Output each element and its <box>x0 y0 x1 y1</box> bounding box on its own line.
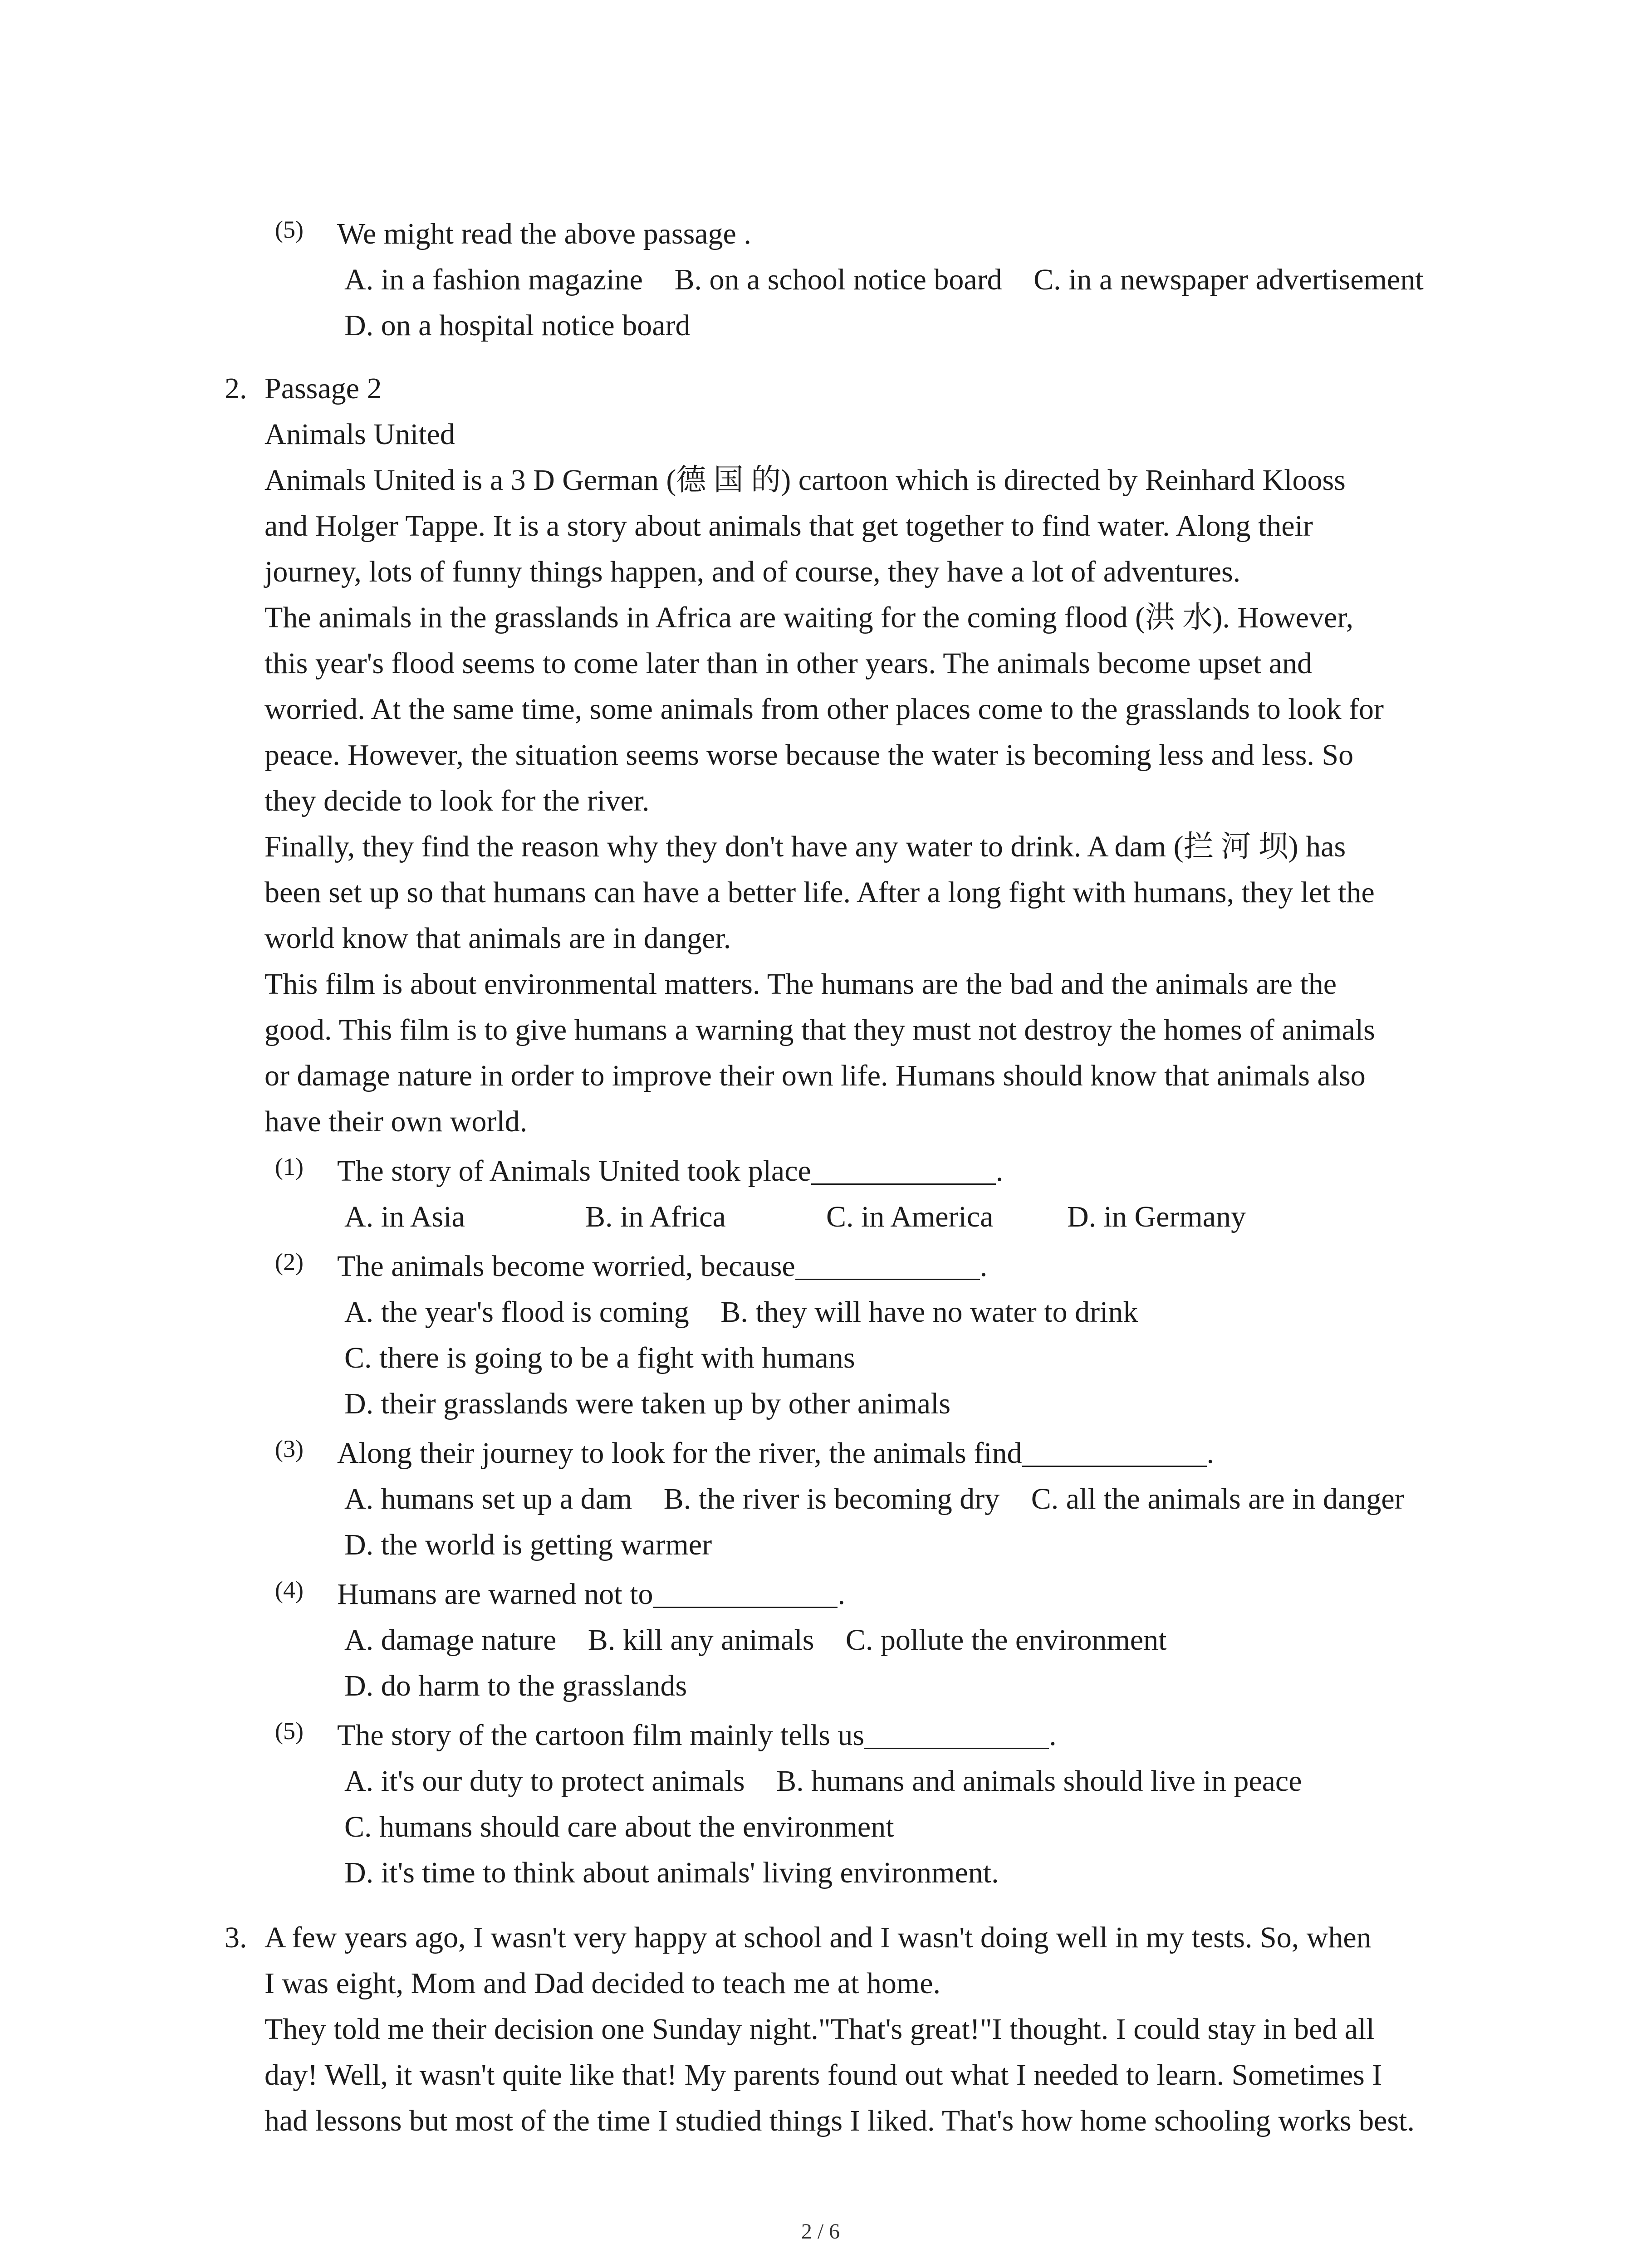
subquestion-stem <box>0 1571 1641 1617</box>
passage-line: this year's flood seems to come later than in other years. The animals become upset and <box>265 647 1312 680</box>
passage-line: They told me their decision one Sunday night."That's great!"I thought. I could stay in bed all <box>265 2013 1375 2046</box>
passage-line: or damage nature in order to improve their own life. Humans should know that animals also <box>265 1059 1366 1092</box>
answer-blank <box>1022 1438 1207 1467</box>
option-a: A. damage nature <box>344 1623 557 1657</box>
passage-line: This film is about environmental matters. The humans are the bad and the animals are the <box>265 968 1337 1001</box>
option-b: B. on a school notice board <box>674 263 1002 296</box>
passage-line: The animals in the grasslands in Africa are waiting for the coming flood (洪 水). However, <box>265 601 1354 634</box>
subquestion-2 <box>0 1243 1641 1427</box>
passage-line: Finally, they find the reason why they don't have any water to drink. A dam (拦 河 坝) has <box>265 830 1346 863</box>
option-b: B. kill any animals <box>588 1623 814 1657</box>
subquestion-text: The story of Animals United took place <box>337 1154 811 1188</box>
subquestion-stem <box>0 1243 1641 1289</box>
option-a: A. in Asia <box>344 1200 465 1233</box>
subquestion-text: We might read the above passage . <box>337 217 751 250</box>
passage-line: been set up so that humans can have a better life. After a long fight with humans, they let the <box>265 876 1375 909</box>
page-number: 2 / 6 <box>801 2219 840 2244</box>
option-row <box>0 1522 1641 1568</box>
subquestion-3 <box>0 1430 1641 1568</box>
passage-line: have their own world. <box>265 1105 528 1138</box>
option-d: D. their grasslands were taken up by other animals <box>344 1387 951 1420</box>
option-c: C. pollute the environment <box>845 1623 1167 1657</box>
option-a: A. the year's flood is coming <box>344 1295 689 1329</box>
option-row <box>0 1476 1641 1522</box>
subquestion-label: (2) <box>275 1248 304 1276</box>
subquestion-end: . <box>980 1250 988 1283</box>
option-row <box>0 1850 1641 1896</box>
subquestion-end: . <box>995 1154 1004 1188</box>
option-d: D. it's time to think about animals' living environment. <box>344 1856 999 1889</box>
subquestion-stem <box>0 1430 1641 1476</box>
subquestion-1 <box>0 1148 1641 1240</box>
passage-line: I was eight, Mom and Dad decided to teach me at home. <box>265 1967 941 2000</box>
option-b: B. in Africa <box>585 1200 726 1233</box>
subquestion-label: (3) <box>275 1435 304 1462</box>
option-row <box>0 1804 1641 1850</box>
page-content <box>0 211 1641 2144</box>
passage-line: world know that animals are in danger. <box>265 922 731 955</box>
subquestion-4 <box>0 1571 1641 1709</box>
passage-line: had lessons but most of the time I studied things I liked. That's how home schooling works best. <box>265 2104 1415 2137</box>
option-a: A. humans set up a dam <box>344 1482 632 1515</box>
option-a: A. it's our duty to protect animals <box>344 1765 745 1798</box>
subquestion-end: . <box>1049 1719 1057 1752</box>
answer-blank <box>864 1721 1049 1749</box>
option-b: B. they will have no water to drink <box>720 1295 1138 1329</box>
answer-blank <box>653 1579 838 1608</box>
option-a: A. in a fashion magazine <box>344 263 643 296</box>
option-d: D. in Germany <box>1067 1200 1246 1233</box>
passage-title: Animals United <box>265 418 455 451</box>
subquestion-text: The animals become worried, because <box>337 1250 795 1283</box>
passage-line: they decide to look for the river. <box>265 784 650 817</box>
subquestion-stem <box>0 211 1641 257</box>
option-d: D. do harm to the grasslands <box>344 1669 687 1702</box>
subquestion-label: (5) <box>275 216 304 243</box>
option-c: C. in America <box>826 1200 994 1233</box>
question-1-continued <box>0 211 1641 348</box>
option-c: C. humans should care about the environment <box>344 1810 894 1843</box>
passage <box>0 366 1641 1144</box>
option-row <box>0 1663 1641 1709</box>
passage-heading: Passage 2 <box>265 372 382 405</box>
subquestion-text: Humans are warned not to <box>337 1578 653 1611</box>
subquestion-label: (4) <box>275 1576 304 1603</box>
passage-line: peace. However, the situation seems worse because the water is becoming less and less. So <box>265 738 1354 772</box>
passage-line: journey, lots of funny things happen, and of course, they have a lot of adventures. <box>265 555 1241 588</box>
passage-line: good. This film is to give humans a warning that they must not destroy the homes of animals <box>265 1013 1375 1046</box>
option-d: D. on a hospital notice board <box>344 309 691 342</box>
passage-line: and Holger Tappe. It is a story about animals that get together to find water. Along their <box>265 509 1313 543</box>
option-c: C. in a newspaper advertisement <box>1034 263 1424 296</box>
passage-line: Animals United is a 3 D German (德 国 的) cartoon which is directed by Reinhard Klooss <box>265 464 1346 497</box>
subquestion-end: . <box>1206 1437 1214 1470</box>
subquestion-stem <box>0 1148 1641 1194</box>
option-b: B. the river is becoming dry <box>663 1482 1000 1515</box>
passage-line: worried. At the same time, some animals from other places come to the grasslands to look for <box>265 693 1384 726</box>
subquestion-text: The story of the cartoon film mainly tells us <box>337 1719 865 1752</box>
subquestion-label: (5) <box>275 1717 304 1745</box>
option-row <box>0 1758 1641 1804</box>
option-row <box>0 257 1641 303</box>
option-b: B. humans and animals should live in peace <box>776 1765 1302 1798</box>
question-3 <box>0 1915 1641 2144</box>
question-number: 3. <box>225 1921 247 1954</box>
option-row <box>0 1381 1641 1427</box>
question-2 <box>0 366 1641 1896</box>
subquestion-end: . <box>838 1578 845 1611</box>
option-c: C. there is going to be a fight with humans <box>344 1341 855 1374</box>
subquestion-5 <box>0 1712 1641 1896</box>
option-row <box>0 1617 1641 1663</box>
option-c: C. all the animals are in danger <box>1031 1482 1405 1515</box>
option-row <box>0 1194 1641 1240</box>
passage-line: A few years ago, I wasn't very happy at school and I wasn't doing well in my tests. So, when <box>265 1921 1372 1954</box>
subquestion-text: Along their journey to look for the river, the animals find <box>337 1437 1022 1470</box>
subquestion-stem <box>0 1712 1641 1758</box>
subquestion-5 <box>0 211 1641 348</box>
option-d: D. the world is getting warmer <box>344 1528 712 1561</box>
passage-line: day! Well, it wasn't quite like that! My parents found out what I needed to learn. Sometimes I <box>265 2058 1382 2092</box>
subquestion-label: (1) <box>275 1153 304 1180</box>
option-row <box>0 303 1641 348</box>
option-row <box>0 1289 1641 1335</box>
answer-blank <box>811 1156 996 1185</box>
question-number: 2. <box>225 372 247 405</box>
answer-blank <box>795 1251 980 1280</box>
option-row <box>0 1335 1641 1381</box>
